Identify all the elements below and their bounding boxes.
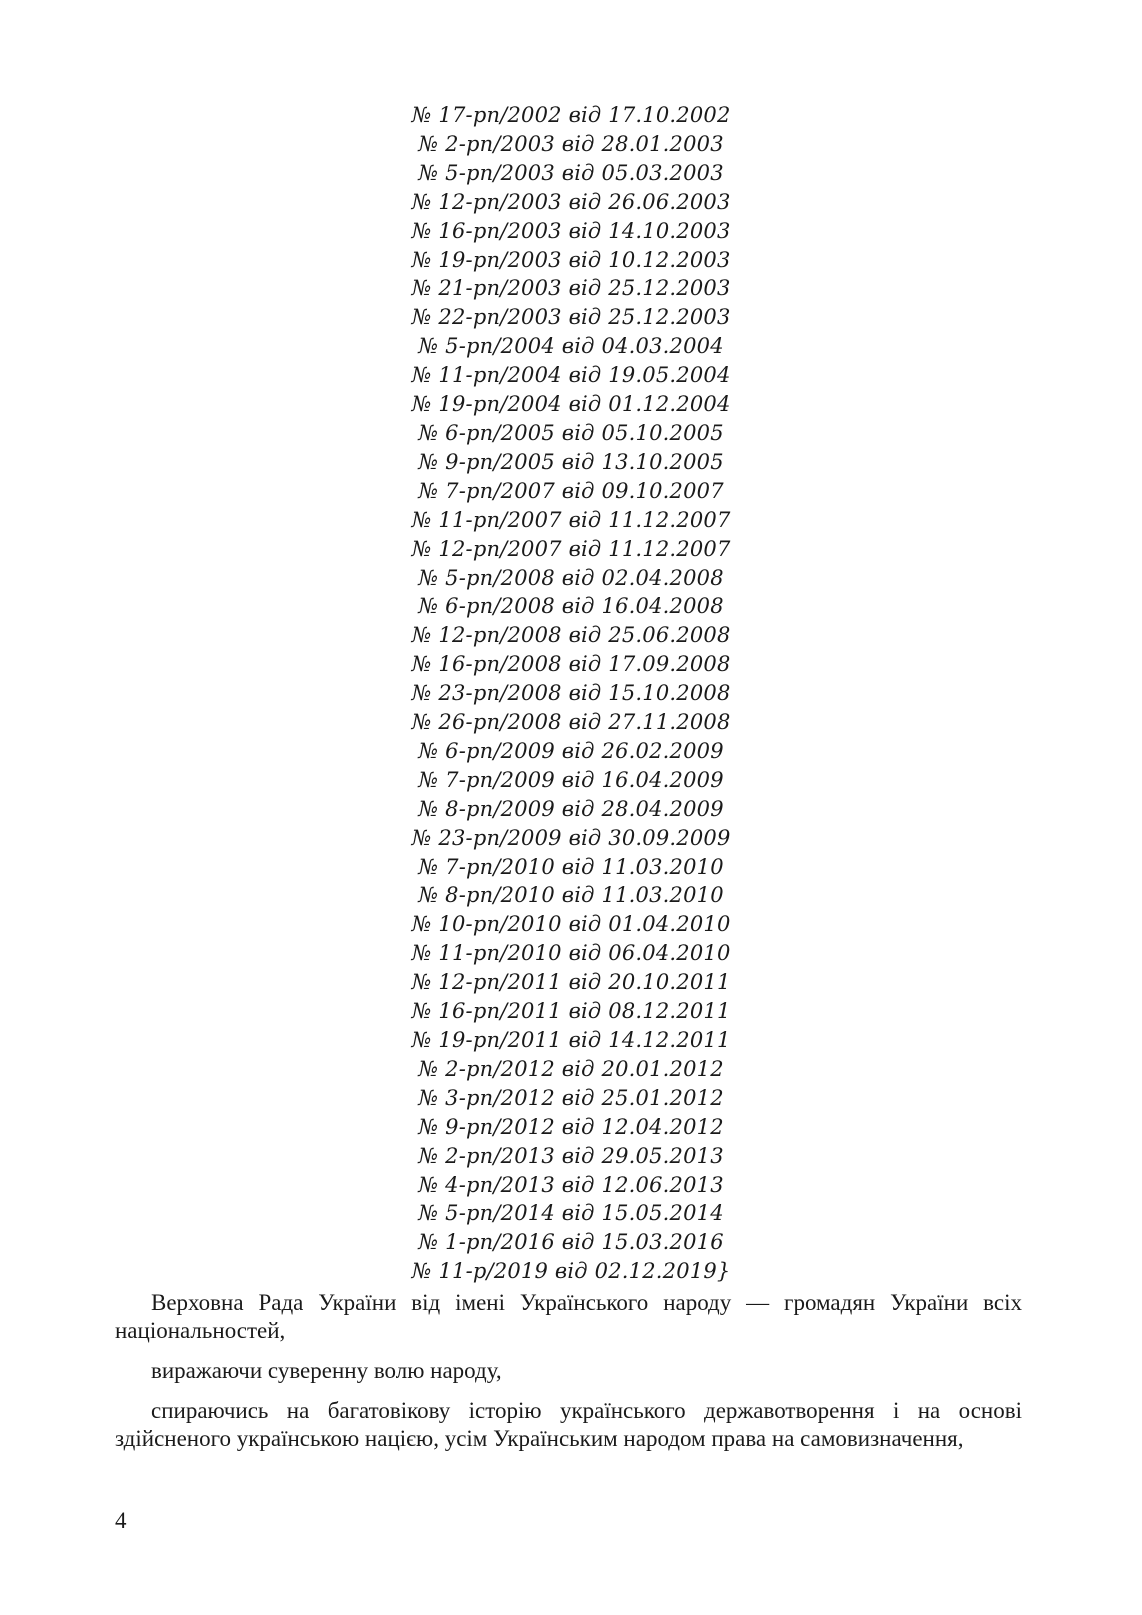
decision-item: № 12-рп/2008 від 25.06.2008 [411,623,731,648]
decision-item: № 12-рп/2007 від 11.12.2007 [411,536,731,561]
decision-item: № 10-рп/2010 від 01.04.2010 [411,912,731,937]
decision-item: № 17-рп/2002 від 17.10.2002 [411,103,731,127]
decision-item: № 8-рп/2010 від 11.03.2010 [418,883,724,908]
decision-item: № 2-рп/2003 від 28.01.2003 [418,131,724,156]
decision-item: № 5-рп/2004 від 04.03.2004 [418,334,724,359]
preamble-paragraph: спираючись на багатовікову історію українського державотворення і на основі здійсненого українською нацією, усім Українським народом права на самовизначення, [115,1398,1022,1451]
decision-item: № 16-рп/2008 від 17.09.2008 [411,652,731,677]
decision-item: № 19-рп/2003 від 10.12.2003 [411,247,731,272]
decisions-list [0,101,1142,1286]
decision-item: № 21-рп/2003 від 25.12.2003 [411,276,731,301]
decision-item: № 1-рп/2016 від 15.03.2016 [418,1230,724,1255]
decision-item: № 7-рп/2009 від 16.04.2009 [418,767,724,792]
decision-item: № 16-рп/2011 від 08.12.2011 [411,999,731,1024]
decision-item: № 5-рп/2008 від 02.04.2008 [418,565,724,590]
decision-item: № 19-рп/2011 від 14.12.2011 [411,1028,731,1052]
decision-item: № 9-рп/2005 від 13.10.2005 [418,449,724,474]
preamble-text [115,1289,1022,1465]
decision-item: № 19-рп/2004 від 01.12.2004 [411,392,731,417]
decision-item: № 5-рп/2003 від 05.03.2003 [418,160,724,185]
decision-item: № 6-рп/2005 від 05.10.2005 [418,420,724,445]
decision-item: № 12-рп/2003 від 26.06.2003 [411,189,731,214]
decision-item: № 23-рп/2009 від 30.09.2009 [411,825,731,850]
decision-item: № 2-рп/2013 від 29.05.2013 [418,1143,724,1168]
decision-item: № 9-рп/2012 від 12.04.2012 [418,1114,724,1139]
decision-item: № 12-рп/2011 від 20.10.2011 [411,970,731,995]
decision-item: № 11-р/2019 від 02.12.2019} [411,1259,731,1284]
decision-item: № 11-рп/2004 від 19.05.2004 [411,363,731,388]
decision-item: № 16-рп/2003 від 14.10.2003 [411,218,731,243]
decision-item: № 4-рп/2013 від 12.06.2013 [418,1172,724,1197]
decision-item: № 8-рп/2009 від 28.04.2009 [418,796,724,821]
decision-item: № 2-рп/2012 від 20.01.2012 [418,1056,724,1081]
decision-item: № 3-рп/2012 від 25.01.2012 [418,1085,724,1110]
decision-item: № 11-рп/2007 від 11.12.2007 [411,507,731,532]
preamble-paragraph: Верховна Рада України від імені Українського народу — громадян України всіх національностей, [115,1290,1022,1343]
decision-item: № 26-рп/2008 від 27.11.2008 [411,710,731,735]
decision-item: № 22-рп/2003 від 25.12.2003 [411,305,731,330]
decision-item: № 11-рп/2010 від 06.04.2010 [411,941,731,966]
preamble-paragraph: виражаючи суверенну волю народу, [151,1358,502,1383]
decision-item: № 6-рп/2009 від 26.02.2009 [418,738,724,763]
decision-item: № 23-рп/2008 від 15.10.2008 [411,681,731,706]
decision-item: № 7-рп/2007 від 09.10.2007 [418,478,724,503]
decision-item: № 7-рп/2010 від 11.03.2010 [418,854,724,879]
decision-item: № 5-рп/2014 від 15.05.2014 [418,1201,724,1226]
page-number: 4 [115,1508,127,1533]
decision-item: № 6-рп/2008 від 16.04.2008 [418,594,724,619]
